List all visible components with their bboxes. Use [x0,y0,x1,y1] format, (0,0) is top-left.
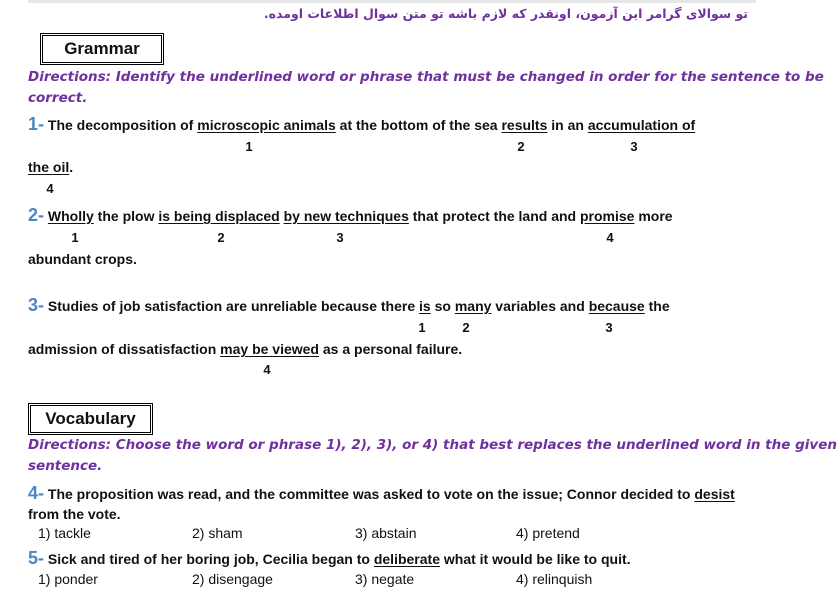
sentence-text: Studies of job satisfaction are unreliable because there [47,298,420,314]
sentence-text: admission of dissatisfaction [28,341,221,357]
option-label-4: 4 [46,181,54,196]
question-2-line1 [28,205,673,226]
grammar-directions-line1: Directions: Identify the underlined word or phrase that must be changed in order for the sentence to be [28,69,824,85]
option-label-3: 3 [336,230,344,245]
option-label-2: 2 [517,139,525,154]
underlined-option-3: accumulation of [587,117,696,133]
underlined-word: deliberate [373,551,440,567]
option-label-3: 3 [630,139,638,154]
option-label-1: 1 [245,139,253,154]
sentence-text: at the bottom of the sea [335,117,502,133]
underlined-option-1: microscopic animals [197,117,336,133]
underlined-option-1: Wholly [47,208,94,224]
underlined-option-3: because [588,298,645,314]
underlined-option-2: is being displaced [158,208,280,224]
option-label-1: 1 [71,230,79,245]
question-number: 3- [28,295,45,315]
sentence-text: as a personal failure. [318,341,463,357]
top-divider [28,0,756,3]
vocabulary-directions-line1: Directions: Choose the word or phrase 1), 2), 3), or 4) that best replaces the underlined word in the given [28,437,837,453]
sentence-text: the [644,298,670,314]
underlined-option-1: is [419,298,431,314]
answer-option-1[interactable]: 1) ponder [38,571,98,587]
answer-option-3[interactable]: 3) negate [355,571,415,587]
option-label-4: 4 [606,230,614,245]
option-label-2: 2 [217,230,225,245]
vocabulary-section-title: Vocabulary [28,403,153,435]
sentence-text: more [634,208,673,224]
question-1-line2 [28,159,73,175]
question-4-line1 [28,483,735,504]
question-1-line1 [28,114,695,135]
sentence-text: that protect the land and [408,208,580,224]
question-3-line2 [28,341,462,357]
question-4-line2: from the vote. [28,506,121,522]
answer-option-2[interactable]: 2) sham [192,525,243,541]
question-5-line1 [28,548,631,569]
underlined-option-3: by new techniques [283,208,409,224]
answer-option-3[interactable]: 3) abstain [355,525,417,541]
underlined-option-4: the oil [28,159,70,175]
question-3-line1 [28,295,670,316]
answer-option-4[interactable]: 4) pretend [516,525,580,541]
option-label-1: 1 [418,320,426,335]
sentence-text: Sick and tired of her boring job, Cecilia began to [47,551,374,567]
underlined-option-4: may be viewed [220,341,319,357]
answer-option-4[interactable]: 4) relinquish [516,571,593,587]
sentence-text: variables and [491,298,589,314]
option-label-2: 2 [462,320,470,335]
sentence-text: . [69,159,74,175]
sentence-text: The proposition was read, and the committee was asked to vote on the issue; Connor decided to [47,486,695,502]
sentence-text: what it would be like to quit. [439,551,631,567]
sentence-text: the plow [93,208,159,224]
sentence-text: so [430,298,455,314]
underlined-option-2: many [454,298,492,314]
sentence-text: in an [547,117,588,133]
sentence-text: The decomposition of [47,117,198,133]
answer-option-2[interactable]: 2) disengage [192,571,273,587]
grammar-section-title: Grammar [40,33,164,65]
option-label-3: 3 [605,320,613,335]
underlined-word: desist [694,486,735,502]
question-2-line2: abundant crops. [28,251,137,267]
answer-option-1[interactable]: 1) tackle [38,525,91,541]
question-number: 2- [28,205,45,225]
question-number: 5- [28,548,45,568]
question-number: 1- [28,114,45,134]
vocabulary-directions-line2: sentence. [28,458,103,474]
persian-header-note: تو سوالای گرامر این آزمون، اونقدر که لازم باشه تو متن سوال اطلاعات اومده. [263,6,748,21]
option-label-4: 4 [263,362,271,377]
question-number: 4- [28,483,45,503]
underlined-option-2: results [501,117,548,133]
underlined-option-4: promise [580,208,635,224]
grammar-directions-line2: correct. [28,90,88,106]
